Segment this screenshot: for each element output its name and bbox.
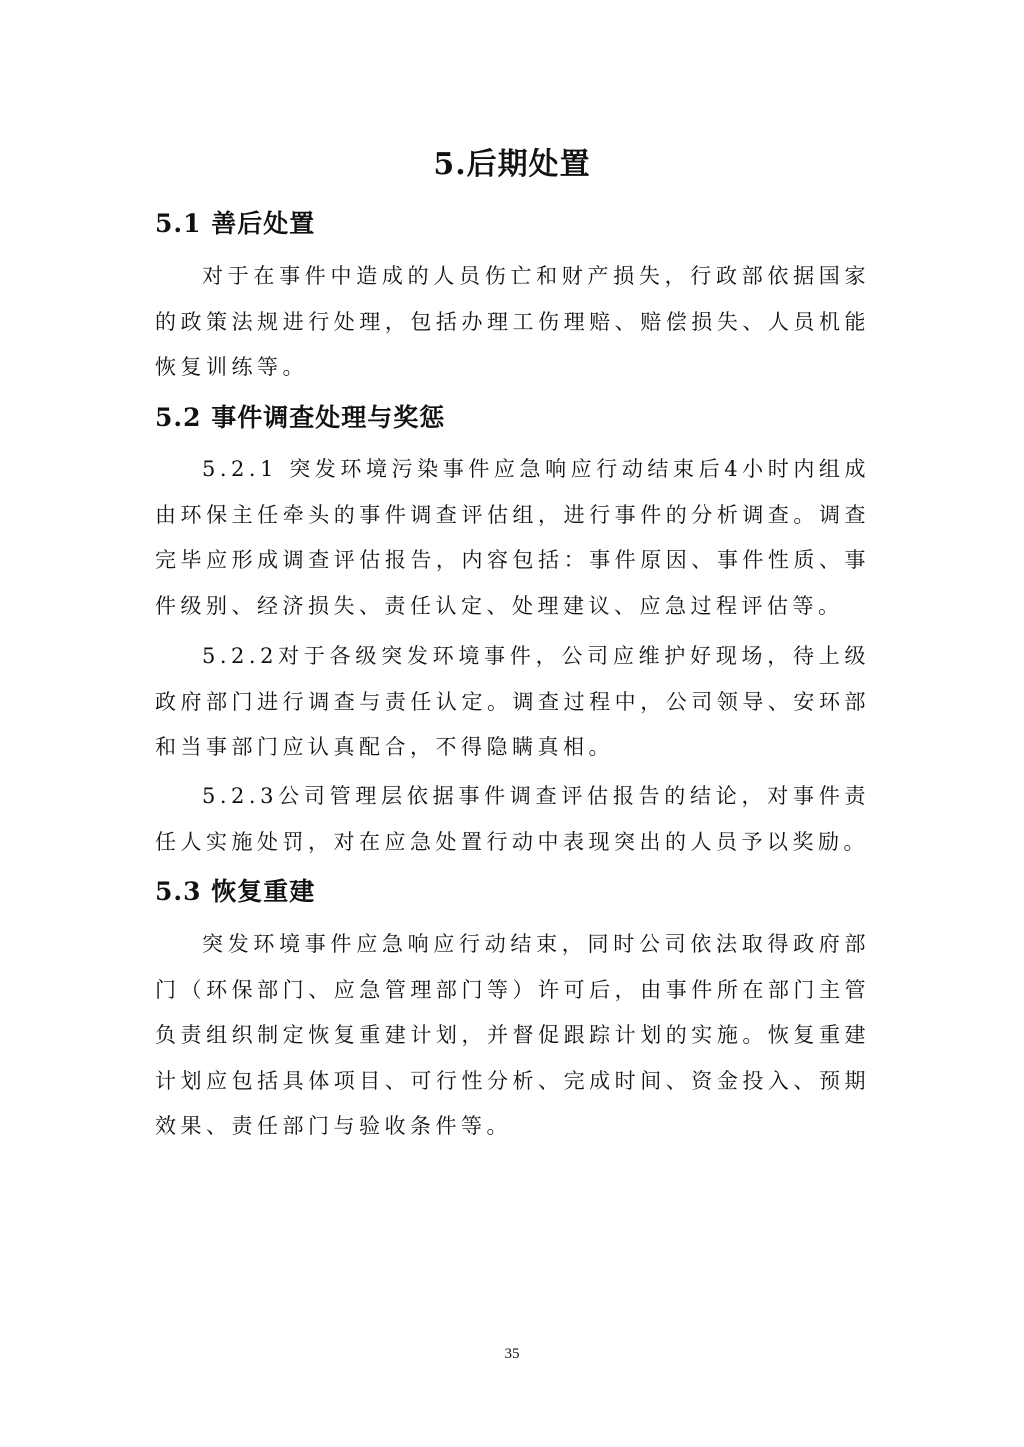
paragraph-5-2-3: 5.2.3公司管理层依据事件调查评估报告的结论，对事件责任人实施处罚，对在应急处置行动中表现突出的人员予以奖励。 xyxy=(155,784,870,854)
page-number: 35 xyxy=(504,1346,520,1362)
paragraph-5-3: 突发环境事件应急响应行动结束，同时公司依法取得政府部门（环保部门、应急管理部门等）许可后，由事件所在部门主管负责组织制定恢复重建计划，并督促跟踪计划的实施。恢复重建计划应包括具体项目、可行性分析、完成时间、资金投入、预期效果、责任部门与验收条件等。 xyxy=(155,932,870,1138)
paragraph-5-2-1: 5.2.1 突发环境污染事件应急响应行动结束后4小时内组成由环保主任牵头的事件调查评估组，进行事件的分析调查。调查完毕应形成调查评估报告，内容包括：事件原因、事件性质、事件级别、经济损失、责任认定、处理建议、应急过程评估等。 xyxy=(155,457,870,618)
paragraph-5-2-2: 5.2.2对于各级突发环境事件，公司应维护好现场，待上级政府部门进行调查与责任认定。调查过程中，公司领导、安环部和当事部门应认真配合，不得隐瞒真相。 xyxy=(155,644,870,759)
page-title: 5.后期处置 xyxy=(433,147,591,182)
section-heading-5-1: 5.1 善后处置 xyxy=(155,209,316,238)
paragraph-5-1: 对于在事件中造成的人员伤亡和财产损失，行政部依据国家的政策法规进行处理，包括办理工伤理赔、赔偿损失、人员机能恢复训练等。 xyxy=(155,264,870,379)
section-heading-5-2: 5.2 事件调查处理与奖惩 xyxy=(155,403,446,432)
section-heading-5-3: 5.3 恢复重建 xyxy=(155,877,316,906)
